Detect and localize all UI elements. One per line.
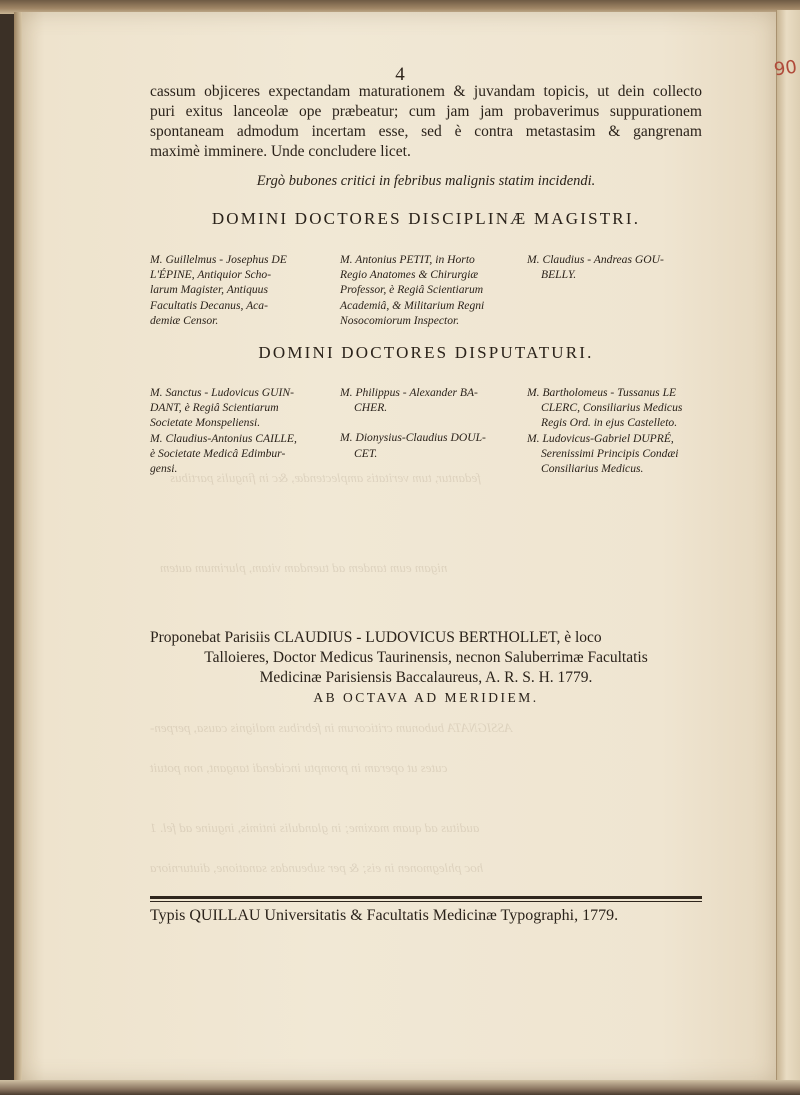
body-paragraph — [150, 82, 702, 162]
next-page-edge — [776, 10, 800, 1082]
body-line: spontaneam admodum incertam esse, sed è contra metastasim & gangrenam — [150, 123, 702, 140]
body-line: cassum objiceres expectandam maturationem & juvandam topicis, ut dein collecto — [150, 83, 702, 100]
imprint-line: Medicinæ Parisiensis Baccalaureus, A. R. S. H. 1779. — [259, 669, 593, 686]
doctor-entry: M. Philippus - Alexander BA- CHER. — [340, 386, 478, 415]
disputaturi-column-2 — [340, 385, 522, 461]
margin-note: 90 — [772, 56, 799, 81]
magistri-heading: DOMINI DOCTORES DISCIPLINÆ MAGISTRI. — [211, 209, 641, 228]
printer-line: Typis QUILLAU Universitatis & Facultatis Medicinæ Typographi, 1779. — [150, 907, 619, 924]
page-number: 4 — [395, 64, 405, 85]
doctor-entry: M. Guillelmus - Josephus DE L'ÉPINE, Antiquior Scho- larum Magister, Antiquus Facultatis Decanus, Aca- demiæ Censor. — [150, 253, 287, 327]
doctor-entry: M. Sanctus - Ludovicus GUIN- DANT, è Regiâ Scientiarum Societate Monspeliensi. — [150, 386, 294, 430]
body-line: puri exitus lanceolæ ope præbeatur; cum jam jam probaverimus suppurationem — [150, 103, 702, 120]
bleed-through: fedantur, tum veritatis amplectendæ, &c in fingulis partibus — [170, 470, 481, 485]
magistri-column-1 — [150, 252, 336, 328]
magistri-column-2 — [340, 252, 522, 328]
bleed-through: cutes ut operam in promptu incidendi tangant, non potuit — [150, 760, 448, 775]
bleed-through: auditus ad quam maxime; in glandulis intimis, inguine ad fel. 1 — [150, 820, 480, 835]
conclusion: Ergò bubones critici in febribus malignis statim incidendi. — [256, 173, 596, 189]
bleed-through: hoc phlegmonen in eis; & per subeundas sanatione, diuturniora — [150, 860, 484, 875]
doctor-entry: M. Antonius PETIT, in Horto Regio Anatomes & Chirurgiæ Professor, è Regiâ Scientiarum Academiâ, & Militarium Regni Nosocomiorum Inspector. — [340, 253, 485, 327]
doctor-entry: M. Claudius-Antonius CAILLE, è Societate Medicâ Edimbur- gensi. — [150, 431, 297, 476]
disputaturi-column-3 — [527, 385, 707, 476]
disputaturi-column-1 — [150, 385, 336, 476]
gutter-shadow — [14, 12, 22, 1082]
imprint-line: Talloieres, Doctor Medicus Taurinensis, necnon Saluberrimæ Facultatis — [204, 649, 648, 666]
book-bottom-edge — [0, 1080, 800, 1095]
doctor-entry: M. Dionysius-Claudius DOUL- CET. — [340, 431, 486, 460]
imprint-line: Proponebat Parisiis CLAUDIUS - LUDOVICUS BERTHOLLET, è loco — [150, 629, 602, 646]
doctor-entry: M. Claudius - Andreas GOU- BELLY. — [527, 253, 664, 282]
bleed-through: nigam eum tandem ad tuendam vitam, plurimum autem — [160, 560, 448, 575]
doctor-entry: M. Ludovicus-Gabriel DUPRÉ, Serenissimi Principis Condæi Consiliarius Medicus. — [527, 431, 679, 476]
printer-rule — [150, 896, 702, 899]
imprint-hours: AB OCTAVA AD MERIDIEM. — [313, 690, 539, 705]
magistri-column-3 — [527, 252, 707, 282]
printer-rule — [150, 901, 702, 902]
bleed-through: ASSIGNATA bubonum criticorum in febribus malignis causa, perpen- — [150, 720, 513, 735]
doctor-entry: M. Bartholomeus - Tussanus LE CLERC, Consiliarius Medicus Regis Ord. in ejus Castelleto. — [527, 386, 683, 430]
body-line: maximè imminere. Unde concludere licet. — [150, 143, 411, 160]
disputaturi-heading: DOMINI DOCTORES DISPUTATURI. — [258, 343, 594, 362]
imprint — [150, 628, 702, 708]
